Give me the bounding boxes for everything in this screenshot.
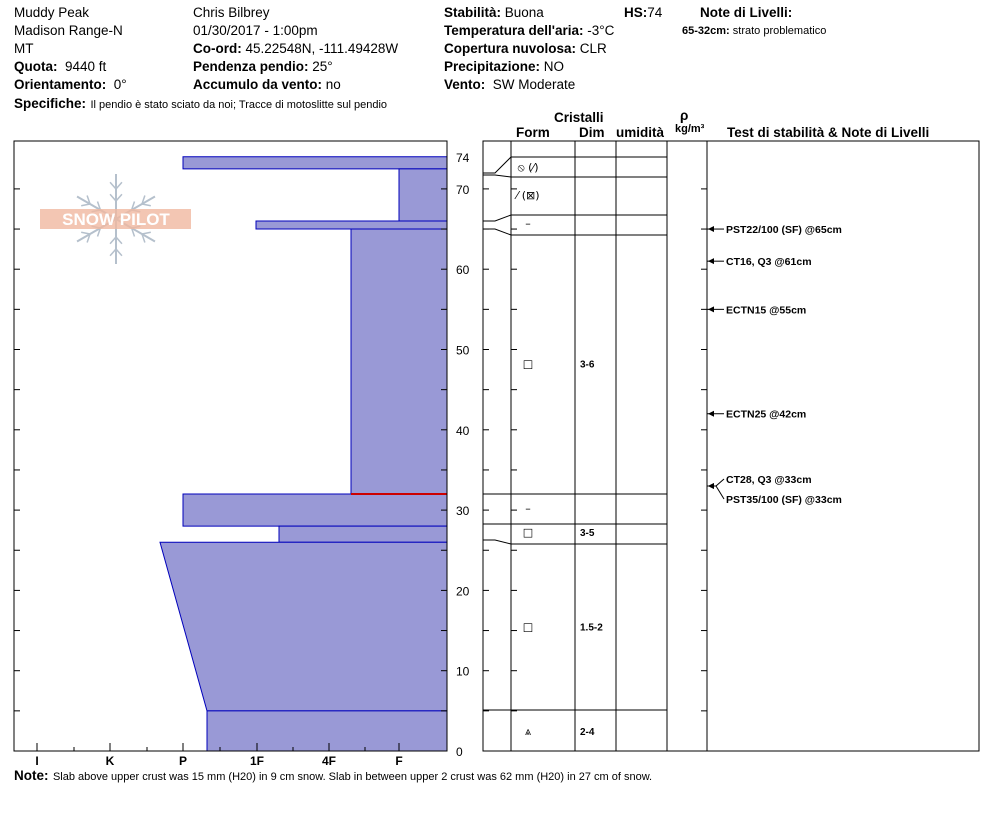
col-moisture: umidità (616, 125, 665, 140)
crystal-size-6: 1.5-2 (580, 622, 603, 634)
elevation-value: 9440 ft (65, 59, 107, 74)
col-rho: ρ (680, 108, 689, 123)
hardness-layer-3 (351, 229, 447, 494)
depth-connector-1 (483, 175, 511, 177)
test-label-1: CT16, Q3 @61cm (726, 256, 812, 269)
logo-text: SNOW PILOT (62, 210, 170, 229)
col-size: Dim (579, 125, 605, 140)
precip-label: Precipitazione: (444, 59, 541, 74)
x-tick-label: P (178, 754, 188, 768)
snow-pilot-logo (40, 174, 191, 264)
y-tick-label: 20 (456, 584, 470, 599)
wind-loading-value: no (325, 77, 341, 92)
test-label-3: ECTN25 @42cm (726, 408, 807, 421)
depth-connector-2 (483, 215, 511, 221)
hardness-layer-2 (256, 221, 447, 229)
hs-label: HS: (624, 5, 648, 20)
y-tick-label: 60 (456, 263, 470, 278)
x-tick-label: I (35, 754, 39, 768)
snowflake-branch (81, 204, 90, 206)
hardness-layer-5 (279, 526, 447, 542)
crystal-size-7: 2-4 (580, 726, 595, 738)
y-tick-label: 40 (456, 423, 470, 438)
footer-note (14, 768, 652, 784)
test-arrow-leader-5 (716, 486, 724, 499)
x-tick-label: K (105, 754, 115, 768)
specifics-label: Specifiche: (14, 96, 87, 111)
layer-notes-range: 65-32cm: (682, 25, 730, 37)
observer: Chris Bilbrey (193, 5, 270, 20)
precip-value: NO (543, 59, 565, 74)
stability-value: Buona (504, 5, 544, 20)
hardness-layer-4 (183, 494, 447, 526)
y-tick-label: 74 (456, 150, 470, 165)
test-label-0: PST22/100 (SF) @65cm (726, 224, 842, 237)
depth-connector-0 (483, 157, 511, 173)
test-label-2: ECTN15 @55cm (726, 304, 807, 317)
test-arrow-leader-4 (716, 479, 724, 486)
crystal-form-6: □ (522, 620, 534, 634)
y-tick-label: 10 (456, 664, 470, 679)
note-label: Note: (14, 768, 49, 783)
y-tick-label: 0 (456, 745, 463, 759)
test-arrow-head-3 (708, 411, 714, 417)
snowflake-branch (81, 232, 90, 234)
hardness-layer-1 (399, 169, 447, 221)
hs-value: 74 (647, 5, 663, 20)
x-tick-label: 1F (249, 754, 265, 768)
wind-loading-label: Accumulo da vento: (193, 77, 323, 92)
elevation-label: Quota: (14, 59, 58, 74)
layer-notes-text: strato problematico (732, 25, 827, 37)
y-tick-label: 50 (456, 343, 470, 358)
layer-notes-label: Note di Livelli: (700, 5, 793, 20)
snowflake-branch (142, 232, 151, 234)
crystal-form-3: □ (522, 357, 534, 371)
slope-label: Pendenza pendio: (193, 59, 309, 74)
y-tick-label: 70 (456, 182, 470, 197)
wind-value: SW Moderate (492, 77, 576, 92)
aspect-label: Orientamento: (14, 77, 107, 92)
slope-value: 25° (312, 59, 333, 74)
test-label-5: PST35/100 (SF) @33cm (726, 494, 842, 507)
test-arrow-head-2 (708, 306, 714, 312)
y-tick-label: 30 (456, 504, 470, 519)
x-tick-label: F (395, 754, 403, 768)
col-tests: Test di stabilità & Note di Livelli (727, 125, 930, 140)
note-text: Slab above upper crust was 15 mm (H20) in 9 cm snow. Slab in between upper 2 crust was 62 mm (H20) in 27 cm of snow. (52, 771, 653, 783)
crystal-form-7: ⩓ (524, 724, 532, 738)
crystal-form-2: – (525, 217, 531, 231)
sky-value: CLR (579, 41, 607, 56)
hardness-layer-0 (183, 157, 447, 169)
crystal-form-5: □ (522, 526, 534, 540)
test-arrow-head-0 (708, 226, 714, 232)
col-density-unit: kg/m³ (675, 123, 705, 135)
hardness-layer-6 (160, 542, 447, 711)
coord-label: Co-ord: (193, 41, 242, 56)
stability-label: Stabilità: (444, 5, 502, 20)
crystal-size-5: 3-5 (580, 528, 595, 540)
coord-value: 45.22548N, -111.49428W (245, 41, 399, 56)
depth-connector-3 (483, 229, 511, 235)
crystal-size-3: 3-6 (580, 359, 595, 371)
crystal-form-1: ⁄ (⊠) (516, 188, 540, 202)
air-temp-label: Temperatura dell'aria: (444, 23, 584, 38)
test-label-4: CT28, Q3 @33cm (726, 474, 812, 487)
test-arrow-head-5 (708, 483, 714, 489)
col-crystals: Cristalli (554, 110, 604, 125)
test-arrow-head-1 (708, 258, 714, 264)
depth-connector-6 (483, 540, 511, 544)
crystal-form-4: – (525, 502, 531, 516)
datetime: 01/30/2017 - 1:00pm (193, 23, 318, 38)
sky-label: Copertura nuvolosa: (444, 41, 577, 56)
hardness-layers (160, 157, 447, 751)
specifics-text: Il pendio è stato sciato da noi; Tracce di motoslitte sul pendio (90, 99, 388, 111)
snowflake-branch (142, 204, 151, 206)
stability-tests (707, 224, 842, 506)
range-name: Madison Range-N (14, 23, 123, 38)
wind-label: Vento: (444, 77, 486, 92)
hardness-layer-7 (207, 711, 447, 751)
crystal-form-0: ⦸ (⁄) (517, 160, 539, 174)
site-name: Muddy Peak (14, 5, 90, 20)
x-tick-label: 4F (321, 754, 337, 768)
air-temp-value: -3°C (587, 23, 615, 38)
col-form: Form (516, 125, 550, 140)
aspect-value: 0° (113, 77, 127, 92)
state-name: MT (14, 41, 34, 56)
